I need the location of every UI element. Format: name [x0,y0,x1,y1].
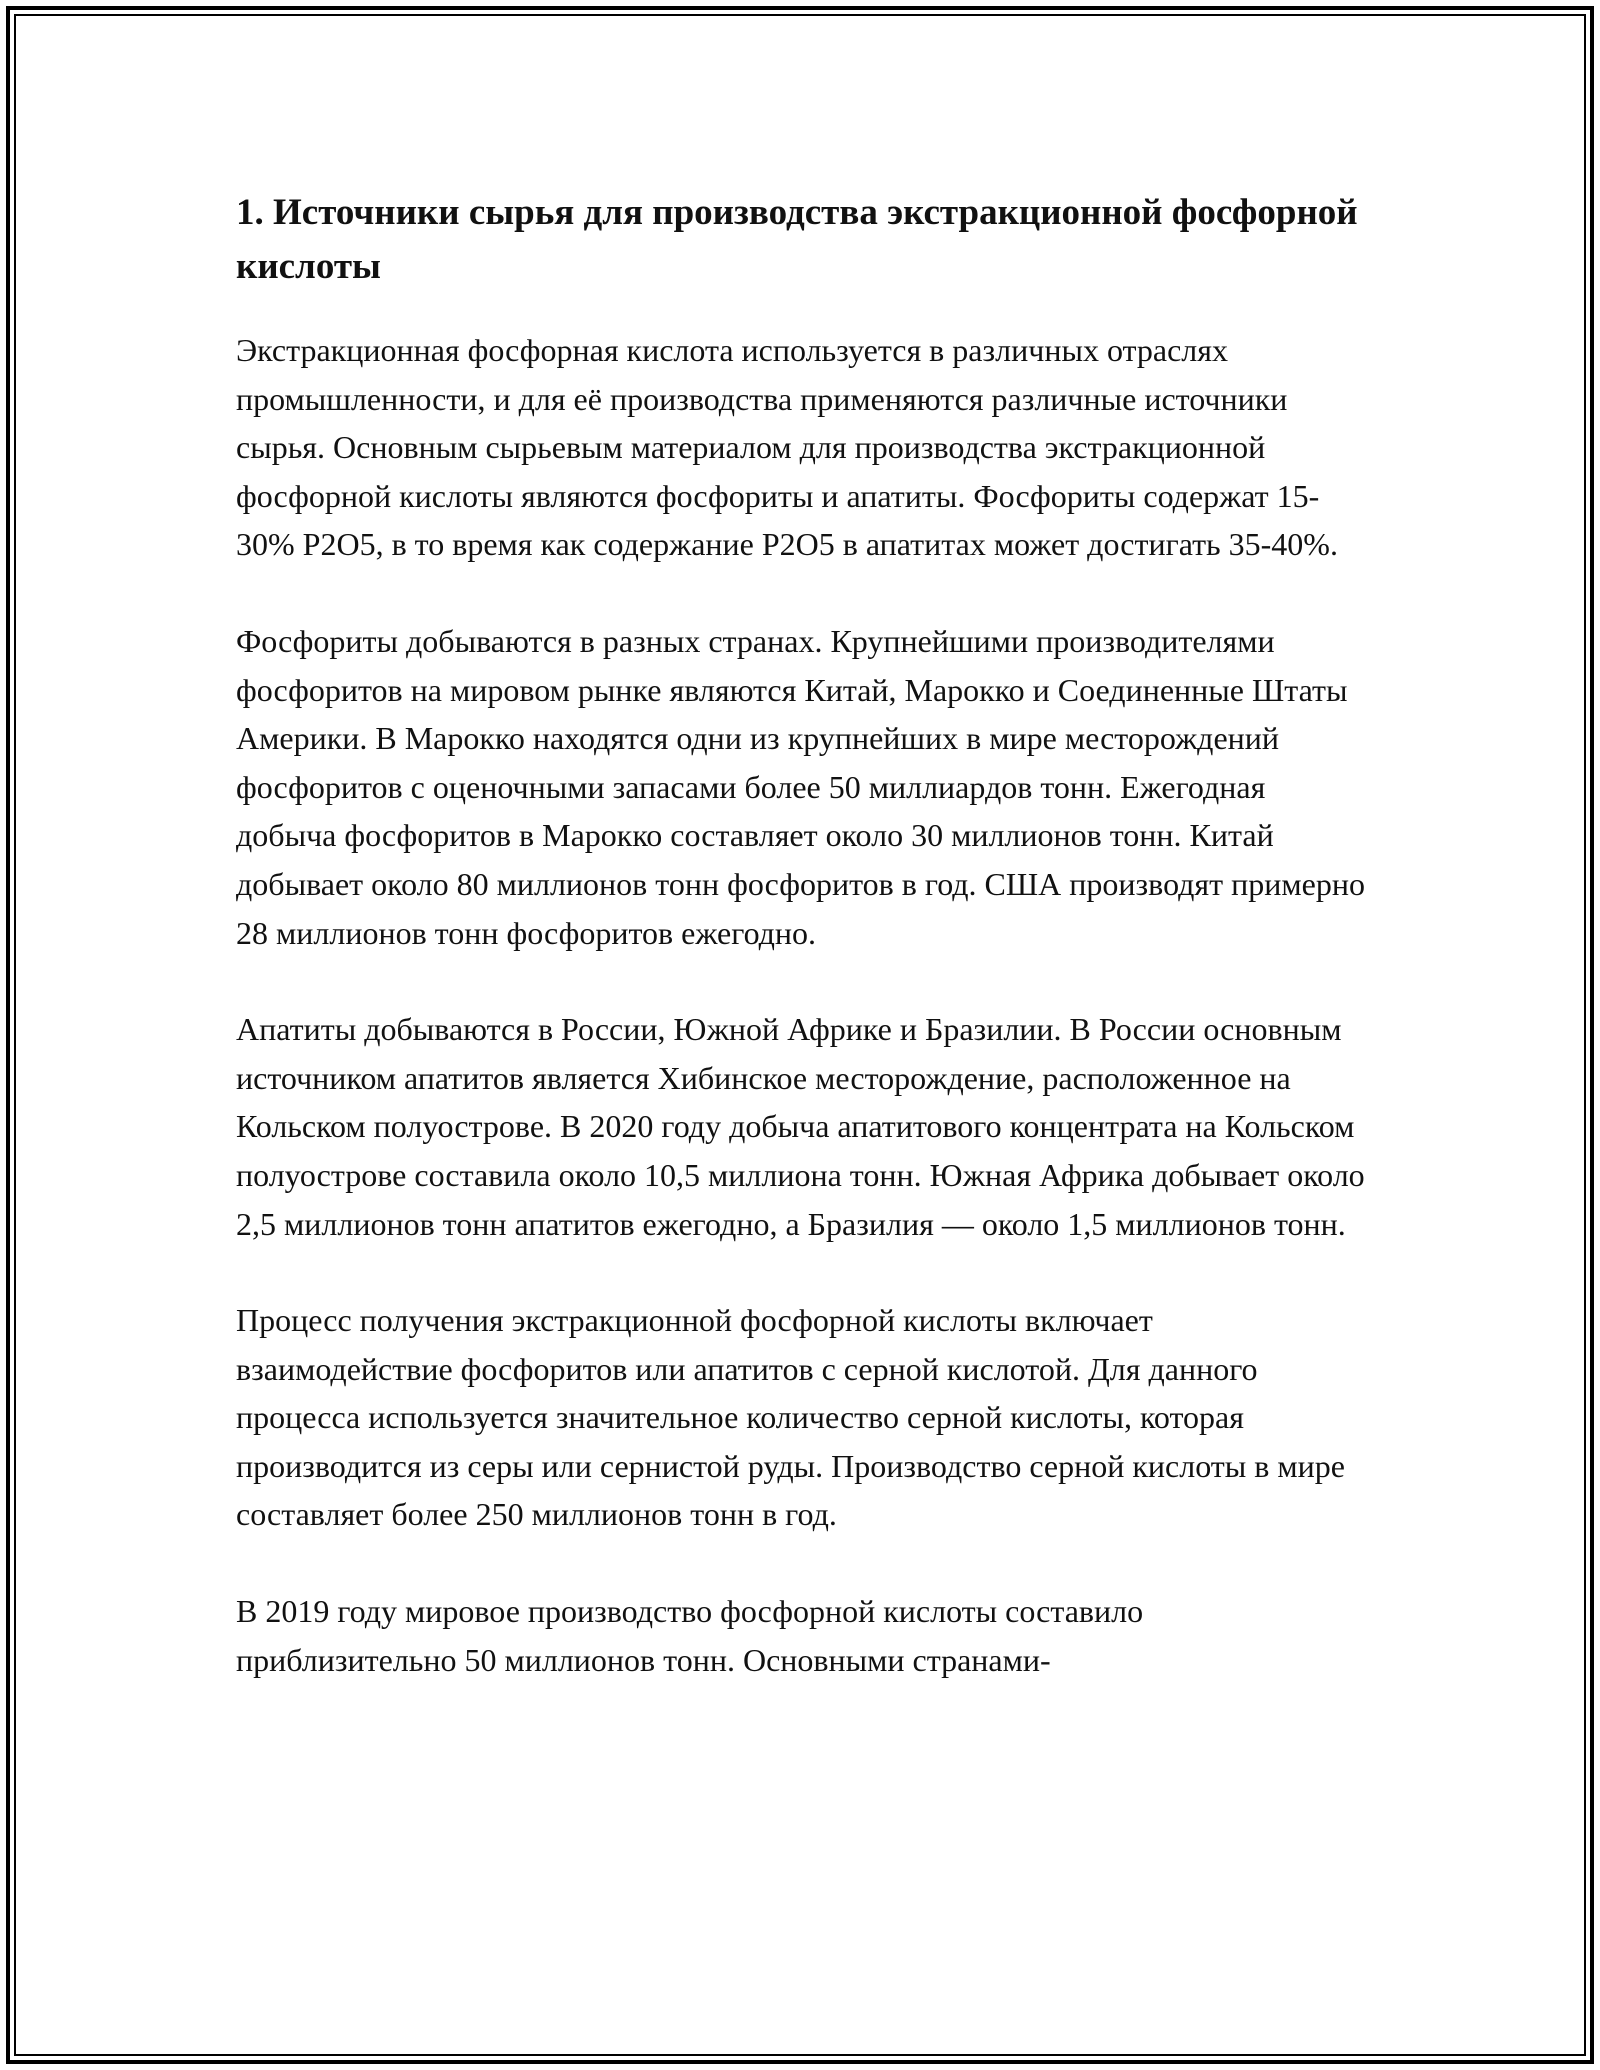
paragraph-world-production: В 2019 году мировое производство фосфорной кислоты составило приблизительно 50 миллионов тонн. Основными странами- [236,1593,1144,1678]
paragraph-phosphorites: Фосфориты добываются в разных странах. Крупнейшими производителями фосфоритов на мировом рынке являются Китай, Марокко и Соединенные Штаты Америки. В Марокко находятся одни из крупнейших в мире месторождений фосфоритов с оценочными запасами более 50 миллиардов тонн. Ежегодная добыча фосфоритов в Марокко составляет около 30 миллионов тонн. Китай добывает около 80 миллионов тонн фосфоритов в год. США производят примерно 28 миллионов тонн фосфоритов ежегодно. [236,622,1365,951]
document-body [236,186,1366,1732]
paragraph-raw-materials: Экстракционная фосфорная кислота используется в различных отраслях промышленности, и для её производства применяются различные источники сырья. Основным сырьевым материалом для производства экстракционной фосфорной кислоты являются фосфориты и апатиты. Фосфориты содержат 15-30% P2O5, в то время как содержание P2O5 в апатитах может достигать 35-40%. [236,332,1338,563]
paragraph-apatites: Апатиты добываются в России, Южной Африке и Бразилии. В России основным источником апатитов является Хибинское месторождение, расположенное на Кольском полуострове. В 2020 году добыча апатитового концентрата на Кольском полуострове составила около 10,5 миллиона тонн. Южная Африка добывает около 2,5 миллионов тонн апатитов ежегодно, а Бразилия — около 1,5 миллионов тонн. [236,1011,1365,1242]
paragraph-process: Процесс получения экстракционной фосфорной кислоты включает взаимодействие фосфоритов или апатитов с серной кислотой. Для данного процесса используется значительное количество серной кислоты, которая производится из серы или сернистой руды. Производство серной кислоты в мире составляет более 250 миллионов тонн в год. [236,1302,1345,1533]
section-title: 1. Источники сырья для производства экстракционной фосфорной кислоты [236,192,1358,287]
